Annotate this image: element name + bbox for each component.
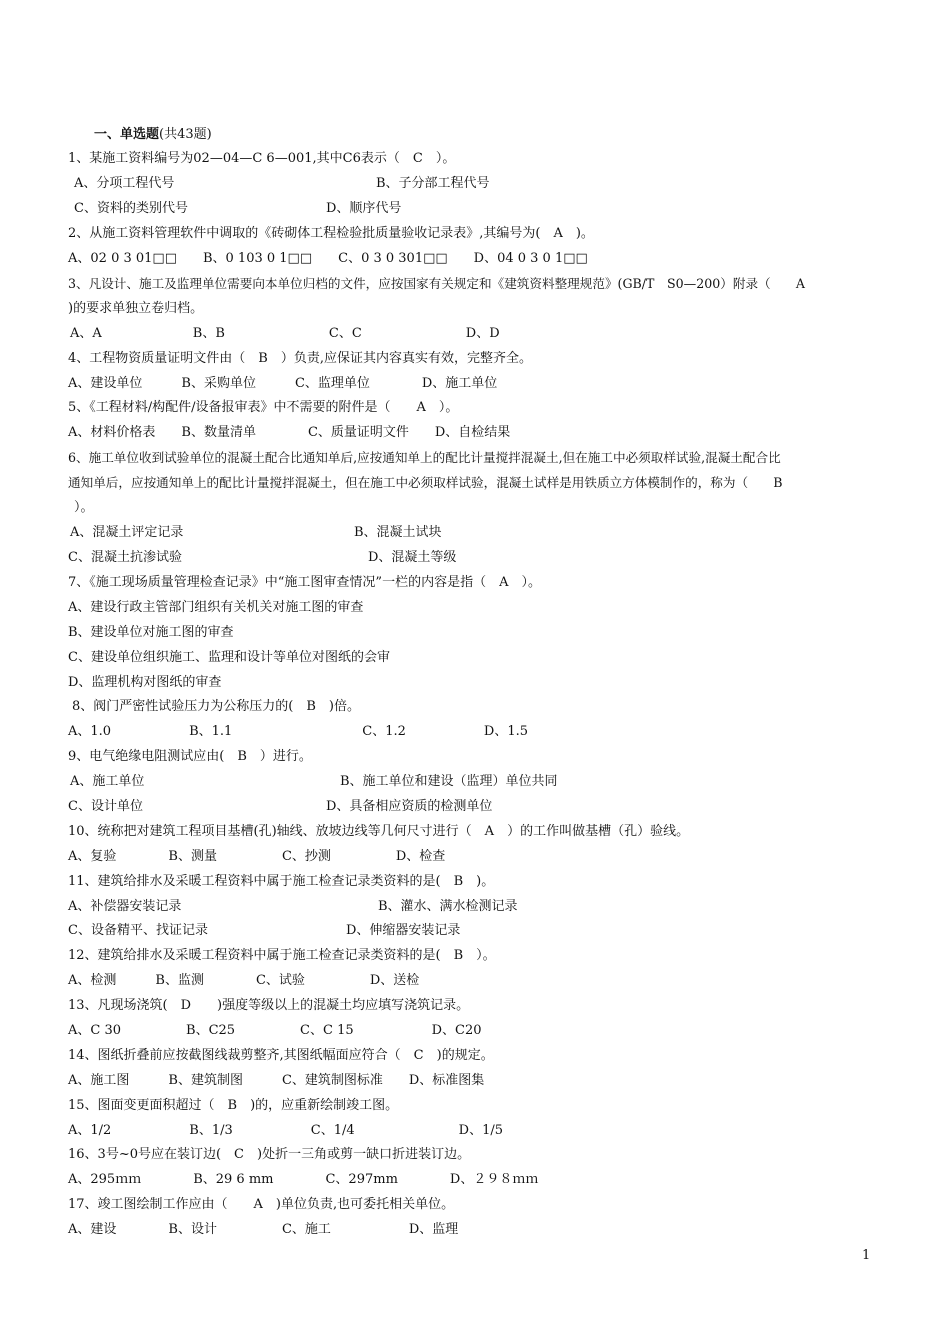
option: D、伸缩器安装记录 bbox=[346, 923, 461, 938]
question-15: 15、图面变更面积超过（ B )的，应重新绘制竣工图。 bbox=[68, 1098, 399, 1113]
question-4: 4、工程物资质量证明文件由（ B ）负责,应保证其内容真实有效，完整齐全。 bbox=[68, 351, 532, 366]
options-row: A、施工图 B、建筑制图 C、建筑制图标准 D、标准图集 bbox=[68, 1073, 485, 1088]
question-5: 5、《工程材料/构配件/设备报审表》中不需要的附件是（ A ）。 bbox=[68, 400, 459, 415]
question-2: 2、从施工资料管理软件中调取的《砖砌体工程检验批质量验收记录表》,其编号为( A )。 bbox=[68, 226, 594, 241]
options-row: A、02 0 3 01□□ B、0 103 0 1□□ C、0 3 0 301□□ D、04 0 3 0 1□□ bbox=[68, 251, 588, 266]
option: C、建设单位组织施工、监理和设计等单位对图纸的会审 bbox=[68, 650, 390, 665]
question-12: 12、建筑给排水及采暖工程资料中属于施工检查记录类资料的是( B ）。 bbox=[68, 948, 496, 963]
option: B、建设单位对施工图的审查 bbox=[68, 625, 234, 640]
option: C、混凝土抗渗试验 bbox=[68, 550, 182, 565]
option: D、监理机构对图纸的审查 bbox=[68, 675, 222, 690]
option: C、资料的类别代号 bbox=[74, 201, 188, 216]
option: A、施工单位 bbox=[70, 774, 145, 789]
options-row: A、复验 B、测量 C、抄测 D、检查 bbox=[68, 849, 446, 864]
question-8: 8、阀门严密性试验压力为公称压力的( B )倍。 bbox=[72, 699, 360, 714]
question-6-end: ）。 bbox=[74, 500, 94, 515]
question-1: 1、某施工资料编号为02—04—C 6—001,其中C6表示（ C ）。 bbox=[68, 151, 456, 166]
question-17: 17、竣工图绘制工作应由（ A )单位负责,也可委托相关单位。 bbox=[68, 1197, 455, 1212]
question-3: 3、凡设计、施工及监理单位需要向本单位归档的文件，应按国家有关规定和《建筑资料整理规范》(GB/T S0—200）附录（ A bbox=[68, 276, 805, 291]
option: B、子分部工程代号 bbox=[376, 176, 490, 191]
question-13: 13、凡现场浇筑( D )强度等级以上的混凝土均应填写浇筑记录。 bbox=[68, 998, 470, 1013]
options-row: A、检测 B、监测 C、试验 D、送检 bbox=[68, 973, 420, 988]
section-heading bbox=[94, 126, 212, 144]
options-row: A、C 30 B、C25 C、C 15 D、C20 bbox=[68, 1023, 482, 1038]
question-14: 14、图纸折叠前应按截图线裁剪整齐,其图纸幅面应符合（ C )的规定。 bbox=[68, 1048, 494, 1063]
question-7: 7、《施工现场质量管理检查记录》中“施工图审查情况”一栏的内容是指（ A ）。 bbox=[68, 575, 541, 590]
question-10: 10、统称把对建筑工程项目基槽(孔)轴线、放坡边线等几何尺寸进行（ A ）的工作叫做基槽（孔）验线。 bbox=[68, 824, 690, 839]
page-number: 1 bbox=[862, 1248, 871, 1263]
options-row: A、建设单位 B、采购单位 C、监理单位 D、施工单位 bbox=[68, 376, 498, 391]
question-16: 16、3号~0号应在装订边( C )处折一三角或剪一缺口折进装订边。 bbox=[68, 1147, 471, 1162]
option: A、补偿器安装记录 bbox=[68, 899, 182, 914]
question-6-cont: 通知单后，应按通知单上的配比计量搅拌混凝土，但在施工中必须取样试验，混凝土试样是用铁质立方体模制作的，称为（ B bbox=[68, 475, 783, 490]
section-count: (共43题) bbox=[159, 127, 212, 142]
question-11: 11、建筑给排水及采暖工程资料中属于施工检查记录类资料的是( B )。 bbox=[68, 874, 495, 889]
option: D、具备相应资质的检测单位 bbox=[326, 799, 493, 814]
option: C、设备精平、找证记录 bbox=[68, 923, 208, 938]
option: D、混凝土等级 bbox=[368, 550, 457, 565]
option: A、建设行政主管部门组织有关机关对施工图的审查 bbox=[68, 600, 364, 615]
option: D、顺序代号 bbox=[326, 201, 402, 216]
option: A、分项工程代号 bbox=[74, 176, 175, 191]
options-row: A、295ｍｍ B、29 6 mm C、297mm D、２９８ｍｍ bbox=[68, 1172, 539, 1187]
option: A、混凝土评定记录 bbox=[70, 525, 184, 540]
question-3-cont: )的要求单独立卷归档。 bbox=[68, 301, 204, 316]
options-row: A、A B、B C、C D、D bbox=[70, 326, 500, 341]
options-row: A、建设 B、设计 C、施工 D、监理 bbox=[68, 1222, 459, 1237]
options-row: A、1/2 B、1/3 C、1/4 D、1/5 bbox=[68, 1123, 503, 1138]
section-title: 一、单选题 bbox=[94, 127, 160, 142]
question-6: 6、施工单位收到试验单位的混凝土配合比通知单后,应按通知单上的配比计量搅拌混凝土,但在施工中必须取样试验,混凝土配合比 bbox=[68, 450, 781, 465]
option: B、施工单位和建设（监理）单位共同 bbox=[340, 774, 558, 789]
options-row: A、1.0 B、1.1 C、1.2 D、1.5 bbox=[68, 724, 529, 739]
option: B、灌水、满水检测记录 bbox=[378, 899, 518, 914]
options-row: A、材料价格表 B、数量清单 C、质量证明文件 D、自检结果 bbox=[68, 425, 511, 440]
option: B、混凝土试块 bbox=[354, 525, 442, 540]
option: C、设计单位 bbox=[68, 799, 143, 814]
question-9: 9、电气绝缘电阻测试应由( B ）进行。 bbox=[68, 749, 312, 764]
